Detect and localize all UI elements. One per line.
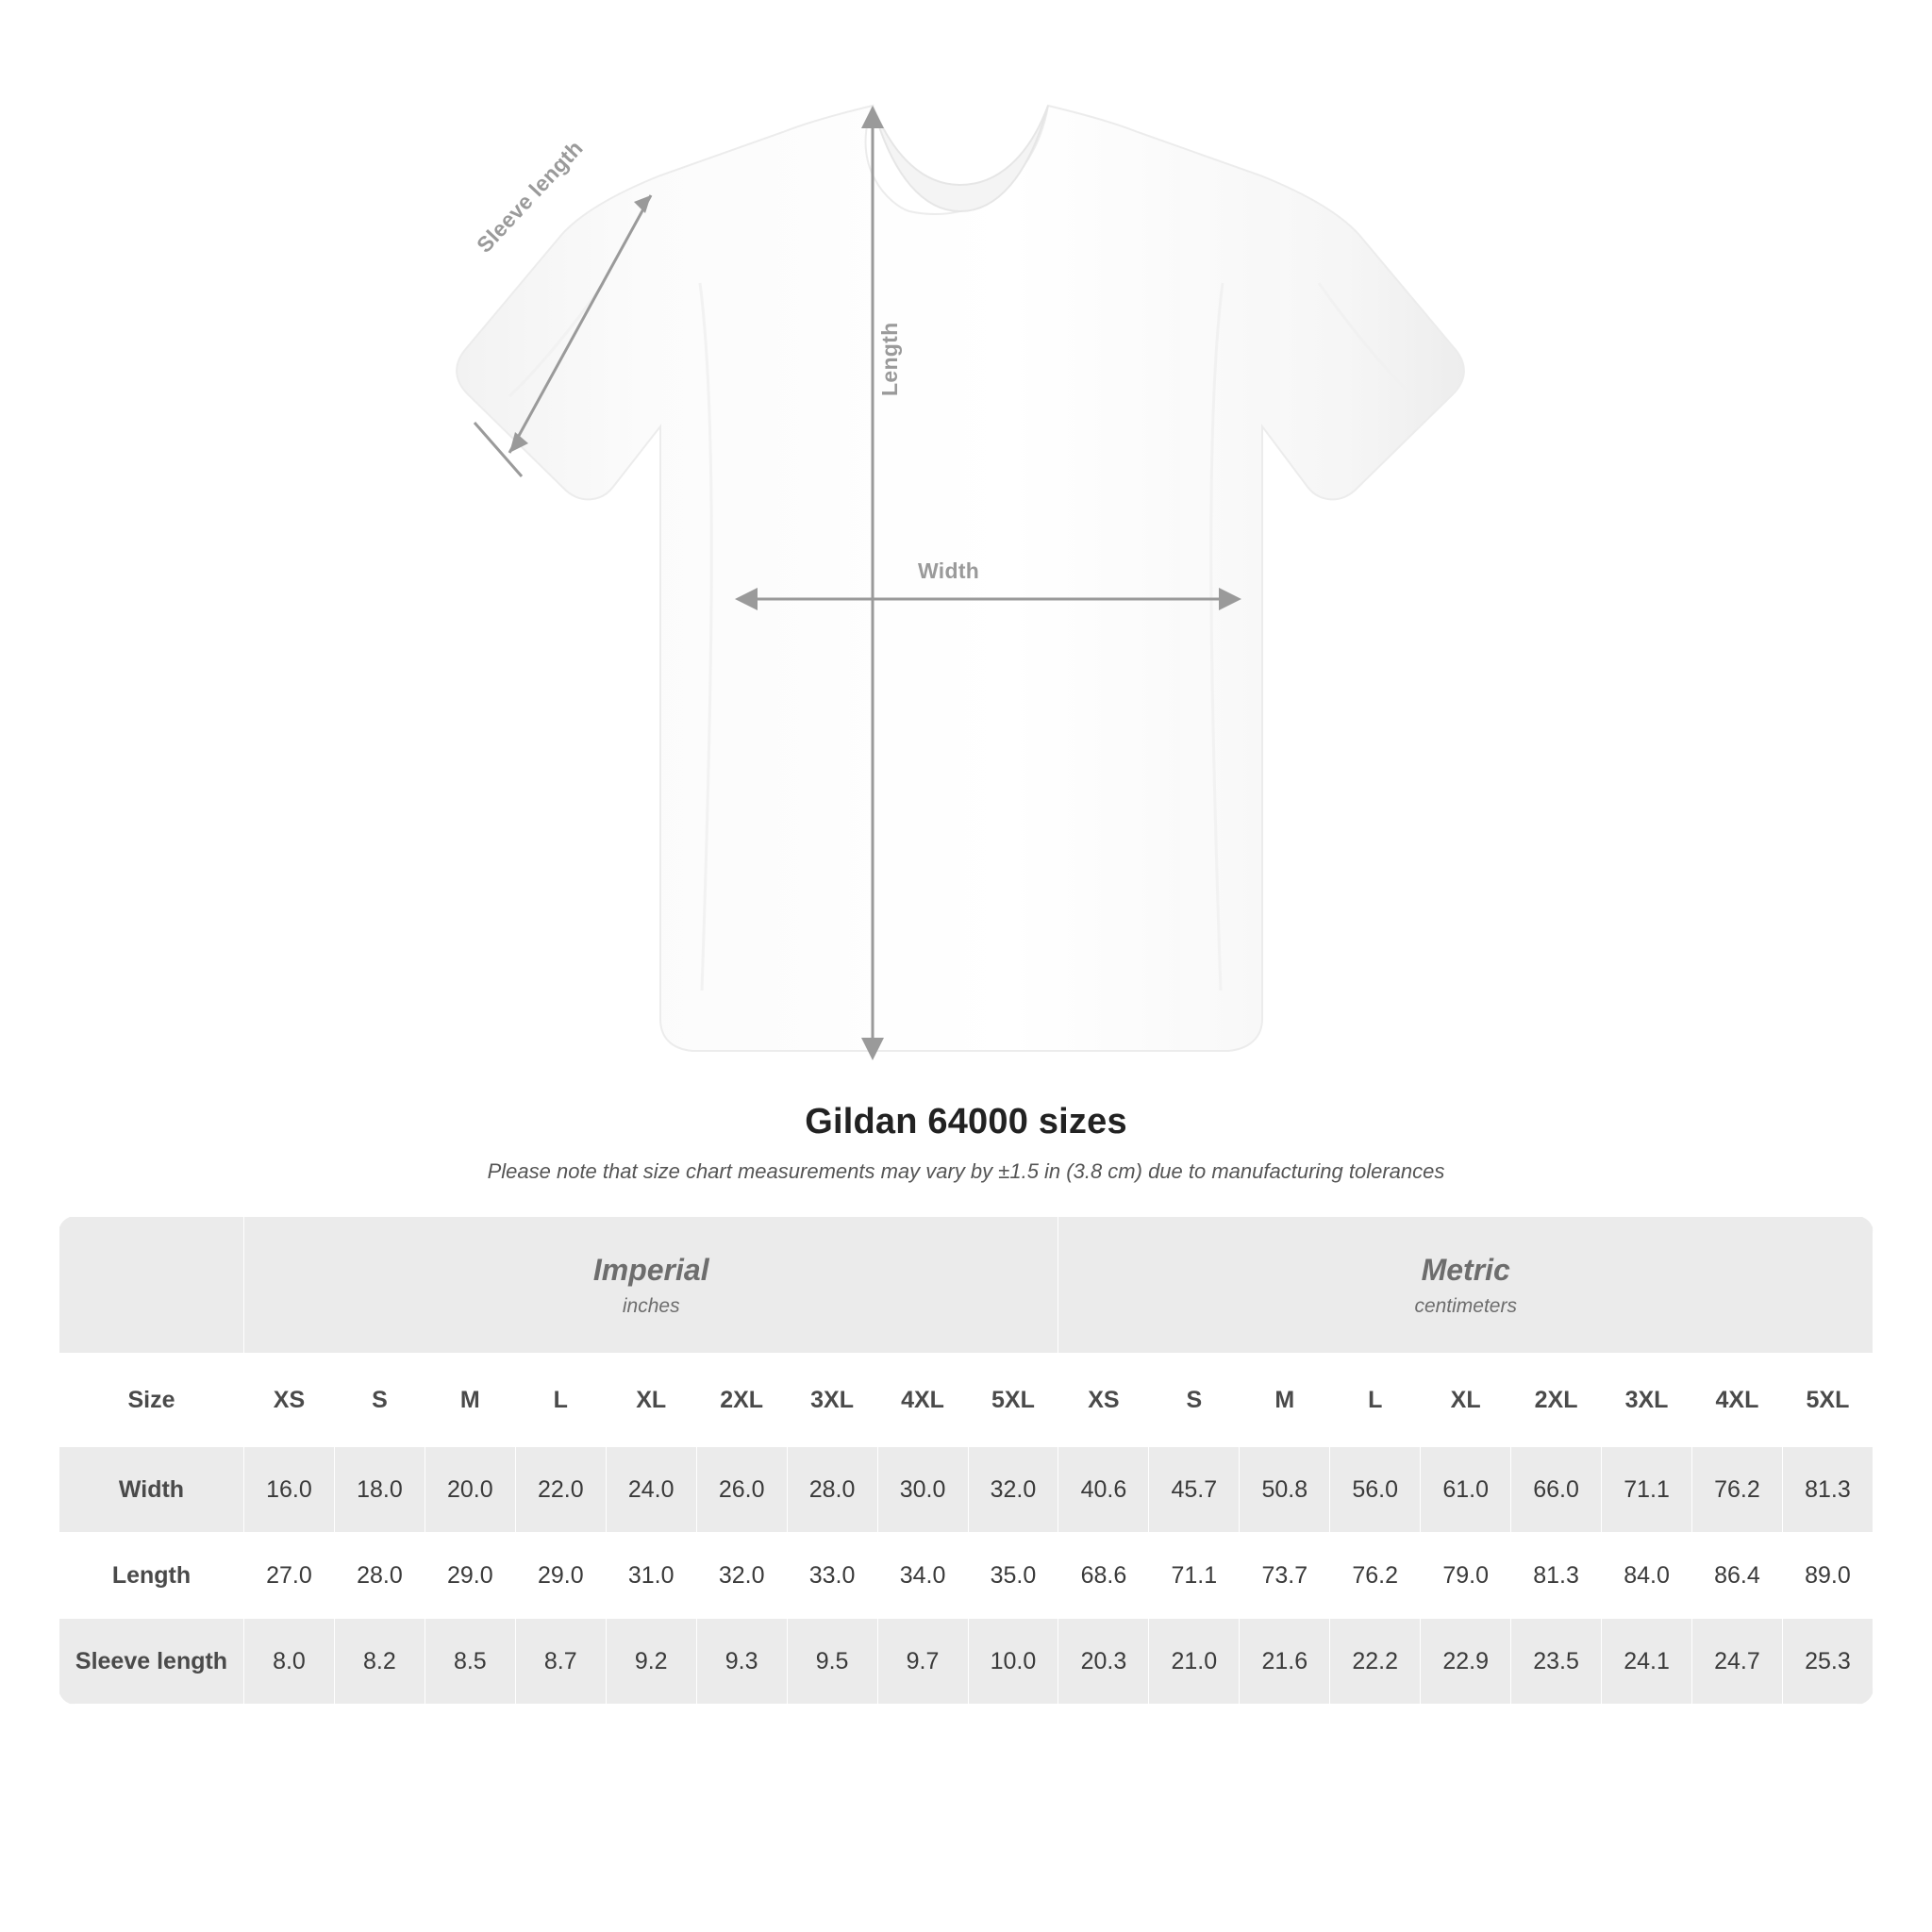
cell: 34.0 [877,1533,968,1619]
cell: 9.5 [787,1619,877,1705]
cell: 24.0 [606,1447,696,1533]
cell: 86.4 [1692,1533,1783,1619]
cell: 21.6 [1240,1619,1330,1705]
cell: 16.0 [244,1447,335,1533]
table-row [59,1619,1874,1705]
cell: 84.0 [1602,1533,1692,1619]
cell: 25.3 [1782,1619,1873,1705]
column-header: 5XL [968,1354,1058,1447]
page-title: Gildan 64000 sizes [805,1102,1127,1141]
column-header: XS [1058,1354,1149,1447]
unit-group-row [59,1217,1874,1354]
cell: 31.0 [606,1533,696,1619]
column-header: S [334,1354,425,1447]
cell: 9.2 [606,1619,696,1705]
table-header-row [59,1354,1874,1447]
size-table [58,1216,1874,1705]
column-header: 5XL [1782,1354,1873,1447]
cell: 61.0 [1421,1447,1511,1533]
size-table-wrapper [58,1216,1874,1705]
unit-group-imperial [244,1217,1058,1354]
cell: 32.0 [968,1447,1058,1533]
unit-group-metric [1058,1217,1874,1354]
length-label: Length [877,322,902,396]
column-header: S [1149,1354,1240,1447]
size-table-body [59,1217,1874,1705]
cell: 9.3 [696,1619,787,1705]
cell: 24.1 [1602,1619,1692,1705]
table-row [59,1533,1874,1619]
cell: 8.5 [425,1619,515,1705]
table-row [59,1447,1874,1533]
row-header-sleeve-length: Sleeve length [59,1619,244,1705]
row-header-width: Width [59,1447,244,1533]
imperial-subtitle: inches [622,1295,680,1318]
chart-heading [0,1102,1932,1184]
cell: 9.7 [877,1619,968,1705]
cell: 29.0 [425,1533,515,1619]
cell: 76.2 [1692,1447,1783,1533]
cell: 71.1 [1602,1447,1692,1533]
metric-title: Metric [1421,1252,1510,1287]
column-header: 3XL [787,1354,877,1447]
cell: 21.0 [1149,1619,1240,1705]
cell: 8.2 [334,1619,425,1705]
column-header: L [515,1354,606,1447]
column-header: XS [244,1354,335,1447]
cell: 35.0 [968,1533,1058,1619]
cell: 26.0 [696,1447,787,1533]
column-header-size: Size [59,1354,244,1447]
column-header: M [1240,1354,1330,1447]
column-header: L [1330,1354,1421,1447]
cell: 10.0 [968,1619,1058,1705]
cell: 27.0 [244,1533,335,1619]
width-label: Width [918,558,980,583]
column-header: 4XL [1692,1354,1783,1447]
cell: 30.0 [877,1447,968,1533]
metric-subtitle: centimeters [1414,1295,1517,1318]
cell: 71.1 [1149,1533,1240,1619]
cell: 23.5 [1511,1619,1602,1705]
imperial-title: Imperial [592,1252,709,1287]
cell: 29.0 [515,1533,606,1619]
cell: 76.2 [1330,1533,1421,1619]
cell: 73.7 [1240,1533,1330,1619]
cell: 20.0 [425,1447,515,1533]
cell: 33.0 [787,1533,877,1619]
column-header: M [425,1354,515,1447]
cell: 28.0 [787,1447,877,1533]
column-header: 4XL [877,1354,968,1447]
column-header: XL [1421,1354,1511,1447]
cell: 89.0 [1782,1533,1873,1619]
cell: 8.7 [515,1619,606,1705]
row-header-length: Length [59,1533,244,1619]
sleeve-length-label: Sleeve length [472,135,588,258]
cell: 56.0 [1330,1447,1421,1533]
cell: 8.0 [244,1619,335,1705]
cell: 18.0 [334,1447,425,1533]
cell: 79.0 [1421,1533,1511,1619]
cell: 50.8 [1240,1447,1330,1533]
cell: 22.2 [1330,1619,1421,1705]
column-header: 2XL [1511,1354,1602,1447]
column-header: XL [606,1354,696,1447]
cell: 81.3 [1782,1447,1873,1533]
cell: 20.3 [1058,1619,1149,1705]
cell: 22.9 [1421,1619,1511,1705]
cell: 81.3 [1511,1533,1602,1619]
cell: 28.0 [334,1533,425,1619]
cell: 32.0 [696,1533,787,1619]
cell: 22.0 [515,1447,606,1533]
column-header: 3XL [1602,1354,1692,1447]
column-header: 2XL [696,1354,787,1447]
cell: 24.7 [1692,1619,1783,1705]
cell: 40.6 [1058,1447,1149,1533]
cell: 66.0 [1511,1447,1602,1533]
tolerance-note: Please note that size chart measurements may vary by ±1.5 in (3.8 cm) due to manufacturing tolerances [487,1159,1445,1183]
unit-corner-cell [59,1217,244,1354]
cell: 68.6 [1058,1533,1149,1619]
cell: 45.7 [1149,1447,1240,1533]
